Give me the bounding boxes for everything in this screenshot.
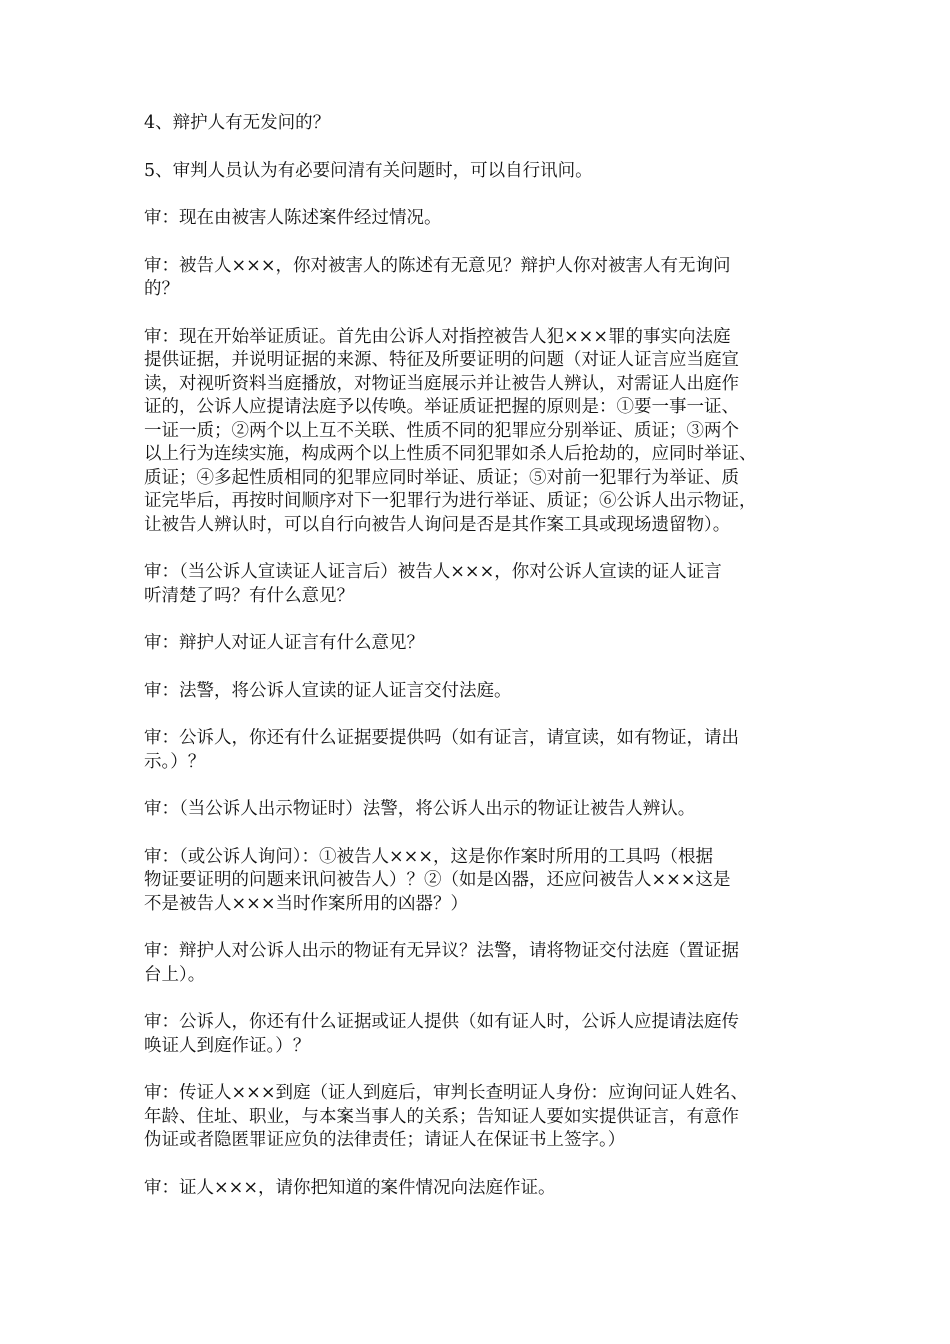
- document-body: [144, 112, 810, 1224]
- paragraph-defendant-opinion: 审：被告人×××，你对被害人的陈述有无意见？辩护人你对被害人有无询问 的？: [144, 255, 731, 299]
- paragraph-bailiff-testimony: 审：法警，将公诉人宣读的证人证言交付法庭。: [144, 680, 512, 701]
- paragraph-defense-evidence-objection: 审：辩护人对公诉人出示的物证有无异议？法警，请将物证交付法庭（置证据 台上）。: [144, 941, 739, 985]
- paragraph-witness-testify: 审：证人×××，请你把知道的案件情况向法庭作证。: [144, 1177, 556, 1198]
- paragraph-prosecutor-more-evidence: 审：公诉人，你还有什么证据要提供吗（如有证言，请宣读，如有物证，请出 示。）？: [144, 728, 739, 772]
- paragraph-prosecutor-inquiry: 审：（或公诉人询问）：①被告人×××，这是你作案时所用的工具吗（根据 物证要证明的问题来讯问被告人）？②（如是凶器，还应问被告人×××这是 不是被告人×××当时作案所用的凶器？）: [144, 846, 731, 914]
- paragraph-witness-testimony-opinion: 审：（当公诉人宣读证人证言后）被告人×××，你对公诉人宣读的证人证言 听清楚了吗？有什么意见？: [144, 562, 722, 606]
- paragraph-summon-witness: 审：传证人×××到庭（证人到庭后，审判长查明证人身份：应询问证人姓名、 年龄、住址、职业，与本案当事人的关系；告知证人要如实提供证言，有意作 伪证或者隐匿罪证应负的法律责任；请证人在保证书上签字。）: [144, 1083, 748, 1150]
- paragraph-evidence-examination: 审：现在开始举证质证。首先由公诉人对指控被告人犯×××罪的事实向法庭 提供证据，并说明证据的来源、特征及所要证明的问题（对证人证言应当庭宣 读，对视听资料当庭播放，对物证当庭展示并让被告人辨认，对需证人出庭作 证的，公诉人应提请法庭予以传唤。举证质证把握的原则是：①要一事一证、 一证一质；②两个以上互不关联、性质不同的犯罪应分别举证、质证；③两个 以上行为连续实施，构成两个以上性质不同犯罪如杀人后抢劫的，应同时举证、 质证；④多起性质相同的犯罪应同时举证、质证；⑤对前一犯罪行为举证、质 证完毕后，再按时间顺序对下一犯罪行为进行举证、质证；⑥公诉人出示物证， 让被告人辨认时，可以自行向被告人询问是否是其作案工具或现场遗留物）。: [144, 326, 757, 535]
- paragraph-victim-statement: 审：现在由被害人陈述案件经过情况。: [144, 208, 442, 228]
- paragraph-item-5-judge-questions: 5、审判人员认为有必要问清有关问题时，可以自行讯问。: [144, 160, 593, 181]
- paragraph-defense-testimony-opinion: 审：辩护人对证人证言有什么意见？: [144, 633, 424, 653]
- paragraph-prosecutor-witness: 审：公诉人，你还有什么证据或证人提供（如有证人时，公诉人应提请法庭传 唤证人到庭作证。）？: [144, 1012, 739, 1056]
- paragraph-item-4-defense-questions: 4、辩护人有无发问的？: [144, 113, 331, 133]
- paragraph-physical-evidence-identify: 审：（当公诉人出示物证时）法警，将公诉人出示的物证让被告人辨认。: [144, 799, 696, 819]
